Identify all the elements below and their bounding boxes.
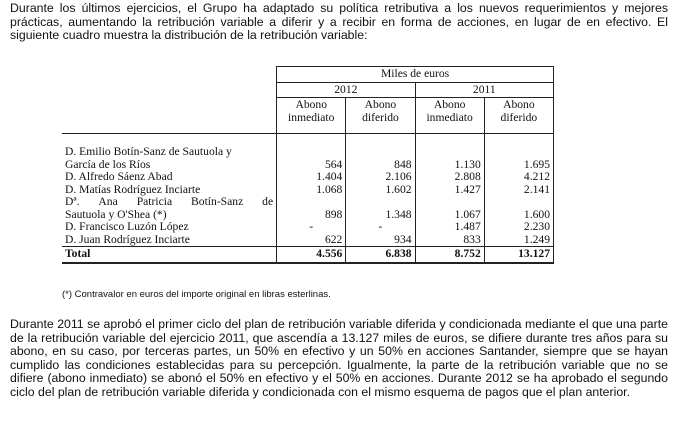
row-name: D. Matías Rodríguez Inciarte bbox=[65, 182, 201, 196]
value-cell: 1.602 bbox=[346, 184, 415, 197]
row-name: Dª. Ana Patricia Botín-Sanz de bbox=[65, 195, 274, 208]
col-header-2011-inmediato: Abono inmediato bbox=[415, 98, 484, 134]
value-cell: - bbox=[346, 221, 415, 234]
closing-paragraph: Durante 2011 se aprobó el primer ciclo del plan de retribución variable diferida y condicionada mediante el que una parte de la retribución variable del ejercicio 2011, que ascendía a 13.127 miles de euros, se difiere durante tres años para su abono, en su caso, por terceras partes, un 50% en efectivo y un 50% en acciones Santander, siempre que se hayan cumplido las condiciones establecidas para su percepción. Igualmente, la parte de la retribución variable que no se difiere (abono inmediato) se abonó el 50% en efectivo y el 50% en acciones. Durante 2012 se ha aprobado el segundo ciclo del plan de retribución variable diferida y condicionada con el mismo esquema de pagos que el plan anterior. bbox=[10, 317, 668, 399]
year-2011-header: 2011 bbox=[415, 82, 553, 98]
total-label: Total bbox=[62, 247, 277, 263]
value-cell: 1.348 bbox=[346, 209, 415, 222]
row-name: D. Juan Rodríguez Inciarte bbox=[62, 234, 277, 247]
total-value: 8.752 bbox=[415, 247, 484, 263]
table-row bbox=[62, 234, 554, 247]
row-name: García de los Ríos bbox=[65, 157, 151, 171]
table-footnote: (*) Contravalor en euros del importe original en libras esterlinas. bbox=[62, 289, 331, 300]
table-row bbox=[62, 184, 554, 197]
value-cell: 2.230 bbox=[484, 221, 553, 234]
row-name: D. Emilio Botín-Sanz de Sautuola y bbox=[65, 145, 232, 158]
value-cell: 1.067 bbox=[415, 209, 484, 222]
value-cell: 4.212 bbox=[484, 171, 553, 184]
value-cell: 2.106 bbox=[346, 171, 415, 184]
intro-paragraph: Durante los últimos ejercicios, el Grupo ha adaptado su política retributiva a los nuevos requerimientos y mejores prácticas, aumentando la retribución variable a diferir y a recibir en forma de acciones, en lugar de en efectivo. El siguiente cuadro muestra la distribución de la retribución variable: bbox=[10, 1, 668, 43]
total-value: 13.127 bbox=[484, 247, 553, 263]
value-cell: 1.404 bbox=[277, 171, 346, 184]
value-cell: 564 bbox=[277, 159, 346, 172]
row-name: Sautuola y O'Shea (*) bbox=[65, 207, 167, 221]
value-cell: 1.600 bbox=[484, 209, 553, 222]
value-cell: 2.141 bbox=[484, 184, 553, 197]
value-cell: 1.695 bbox=[484, 159, 553, 172]
table-row bbox=[62, 196, 554, 209]
table-row bbox=[62, 146, 554, 159]
units-header: Miles de euros bbox=[277, 67, 554, 83]
header-blank bbox=[62, 98, 277, 134]
total-row bbox=[62, 247, 554, 263]
value-cell: 898 bbox=[277, 209, 346, 222]
col-header-2011-diferido: Abono diferido bbox=[484, 98, 553, 134]
value-cell: 848 bbox=[346, 159, 415, 172]
value-cell: 1.130 bbox=[415, 159, 484, 172]
value-cell: 622 bbox=[277, 234, 346, 247]
header-blank bbox=[62, 82, 277, 98]
header-blank bbox=[62, 67, 277, 83]
table-row bbox=[62, 221, 554, 234]
total-value: 4.556 bbox=[277, 247, 346, 263]
variable-remuneration-table bbox=[62, 66, 554, 264]
value-cell: 2.808 bbox=[415, 171, 484, 184]
value-cell: 1.068 bbox=[277, 184, 346, 197]
value-cell: 1.487 bbox=[415, 221, 484, 234]
year-2012-header: 2012 bbox=[277, 82, 415, 98]
value-cell: 934 bbox=[346, 234, 415, 247]
col-header-2012-diferido: Abono diferido bbox=[346, 98, 415, 134]
value-cell: 833 bbox=[415, 234, 484, 247]
value-cell: 1.249 bbox=[484, 234, 553, 247]
table-row bbox=[62, 171, 554, 184]
value-cell: - bbox=[277, 221, 346, 234]
row-name: D. Alfredo Sáenz Abad bbox=[65, 170, 173, 183]
row-name: D. Francisco Luzón López bbox=[65, 220, 189, 233]
value-cell: 1.427 bbox=[415, 184, 484, 197]
total-value: 6.838 bbox=[346, 247, 415, 263]
col-header-2012-inmediato: Abono inmediato bbox=[277, 98, 346, 134]
